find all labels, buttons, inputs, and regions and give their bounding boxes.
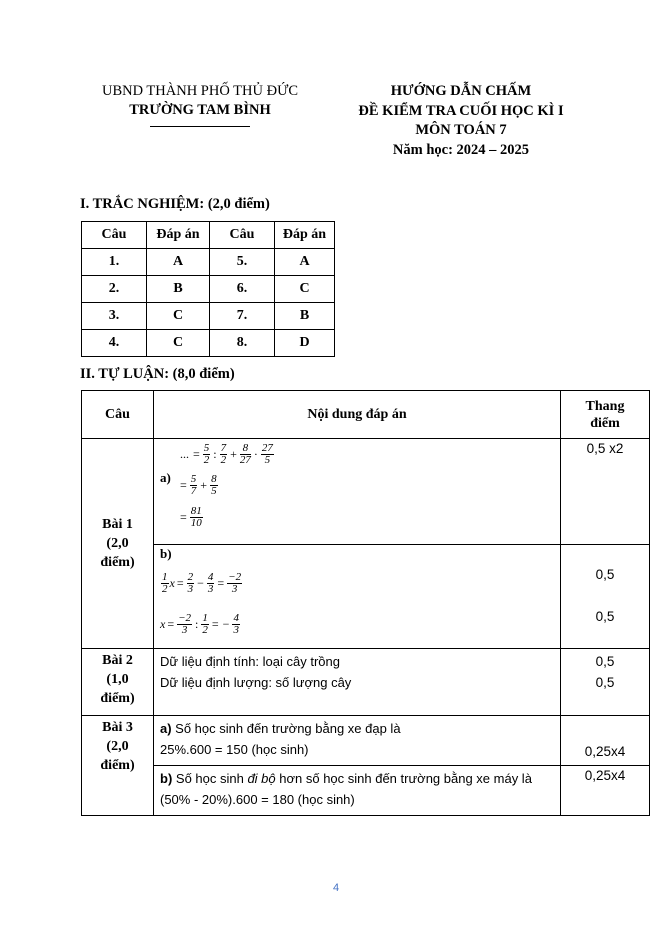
variable-x: x bbox=[169, 575, 175, 590]
header-divider bbox=[150, 126, 250, 127]
numerator: 81 bbox=[190, 504, 202, 517]
bai1-b-content bbox=[154, 545, 561, 649]
bai3-b-text2: hơn số học sinh đến trường bằng xe máy là bbox=[275, 771, 532, 786]
answer: C bbox=[275, 276, 335, 303]
numerator: −2 bbox=[178, 611, 192, 624]
fraction bbox=[227, 572, 242, 595]
bai1-a-label: a) bbox=[160, 470, 171, 485]
answer: B bbox=[275, 303, 335, 330]
header-cau: Câu bbox=[82, 391, 154, 439]
bai3-b-label: b) bbox=[160, 771, 173, 786]
bai1-a-content bbox=[154, 439, 561, 545]
bai3-title: Bài 3 bbox=[102, 720, 133, 735]
math-line bbox=[178, 439, 275, 469]
denominator: 3 bbox=[181, 623, 188, 636]
denominator: 2 bbox=[203, 453, 210, 466]
fraction bbox=[261, 443, 274, 466]
table-row bbox=[82, 766, 650, 816]
bai1-b-score bbox=[561, 545, 650, 649]
header-thang: Thang bbox=[585, 398, 625, 414]
bai3-points-unit: điểm) bbox=[100, 758, 135, 773]
plus-sign: + bbox=[230, 446, 237, 461]
bai3-a-line2: 25%.600 = 150 (học sinh) bbox=[160, 742, 309, 757]
fraction bbox=[187, 572, 195, 595]
equals-sign: = bbox=[180, 477, 187, 492]
minus-sign: − bbox=[197, 575, 204, 590]
bai3-a-line1 bbox=[160, 718, 554, 739]
denominator: 3 bbox=[233, 623, 239, 636]
fraction bbox=[190, 474, 198, 497]
bai2-line2: Dữ liệu định lượng: số lượng cây bbox=[160, 675, 352, 690]
bai1-b-score2: 0,5 bbox=[595, 609, 615, 624]
numerator: 1 bbox=[162, 570, 168, 583]
bai1-a-score: 0,5 x2 bbox=[561, 439, 650, 545]
denominator: 2 bbox=[220, 453, 227, 466]
bai2-label bbox=[82, 649, 154, 716]
fraction bbox=[201, 613, 209, 636]
bai2-score1: 0,5 bbox=[595, 654, 615, 669]
numerator: 2 bbox=[187, 570, 194, 583]
answer: C bbox=[147, 330, 210, 357]
bai3-points: (2,0 bbox=[106, 739, 129, 754]
exam-title: ĐỀ KIỂM TRA CUỐI HỌC KÌ I bbox=[358, 102, 564, 119]
fraction bbox=[177, 613, 192, 636]
fraction bbox=[220, 443, 228, 466]
equals-sign: = bbox=[217, 575, 225, 590]
table-row bbox=[82, 276, 335, 303]
denominator: 7 bbox=[190, 484, 197, 497]
table-row bbox=[82, 249, 335, 276]
question-number: 7. bbox=[210, 303, 275, 330]
table-header-row bbox=[82, 222, 335, 249]
numerator: 4 bbox=[207, 570, 214, 583]
denominator: 3 bbox=[231, 582, 238, 595]
bai3-b-content bbox=[154, 766, 561, 816]
page-number: 4 bbox=[332, 882, 340, 894]
multiple-choice-table bbox=[81, 221, 335, 357]
fraction bbox=[240, 443, 251, 466]
numerator: −2 bbox=[228, 570, 242, 583]
fraction bbox=[161, 572, 169, 595]
dots: ... bbox=[180, 446, 189, 461]
divide-sign: : bbox=[213, 446, 217, 461]
bai3-b-line2: (50% - 20%).600 = 180 (học sinh) bbox=[160, 792, 355, 807]
school-year: Năm học: 2024 – 2025 bbox=[392, 141, 530, 158]
denominator: 5 bbox=[264, 453, 271, 466]
denominator: 2 bbox=[202, 623, 208, 636]
answer: C bbox=[147, 303, 210, 330]
denominator: 5 bbox=[211, 484, 217, 497]
equals-sign: = bbox=[180, 509, 187, 524]
table-row bbox=[82, 330, 335, 357]
table-row bbox=[82, 439, 650, 545]
subject-title: MÔN TOÁN 7 bbox=[415, 122, 507, 138]
bai2-score2: 0,5 bbox=[595, 675, 615, 690]
school-name: TRƯỜNG TAM BÌNH bbox=[129, 102, 271, 118]
multiply-sign: · bbox=[253, 446, 258, 461]
bai3-label bbox=[82, 716, 154, 816]
variable-x: x bbox=[160, 616, 166, 631]
table-row bbox=[82, 649, 650, 716]
numerator: 8 bbox=[240, 443, 251, 455]
bai1-b-score1: 0,5 bbox=[595, 567, 615, 582]
table-row bbox=[82, 545, 650, 649]
numerator: 5 bbox=[203, 441, 210, 454]
bai2-points: (1,0 bbox=[106, 672, 129, 687]
denominator: 2 bbox=[162, 582, 168, 595]
denominator: 10 bbox=[190, 516, 202, 529]
fraction bbox=[232, 613, 240, 636]
numerator: 27 bbox=[261, 441, 273, 454]
bai1-b-math bbox=[160, 563, 554, 645]
header-cell: Câu bbox=[82, 222, 147, 249]
numerator: 7 bbox=[220, 441, 227, 454]
minus-sign: − bbox=[222, 616, 230, 631]
bai3-a-text: Số học sinh đến trường bằng xe đạp là bbox=[171, 721, 401, 736]
denominator: 3 bbox=[187, 582, 194, 595]
question-number: 4. bbox=[82, 330, 147, 357]
fraction bbox=[210, 474, 218, 497]
math-line bbox=[160, 563, 554, 603]
equals-sign: = bbox=[211, 616, 219, 631]
numerator: 1 bbox=[202, 611, 208, 624]
bai3-b-line1 bbox=[160, 768, 554, 789]
section2-title: II. TỰ LUẬN: (8,0 điểm) bbox=[80, 366, 235, 382]
answer: B bbox=[147, 276, 210, 303]
equals-sign: = bbox=[167, 616, 175, 631]
bai2-line1: Dữ liệu định tính: loại cây trồng bbox=[160, 654, 340, 669]
header-diem: điểm bbox=[590, 415, 620, 431]
bai3-a-label: a) bbox=[160, 721, 172, 736]
bai1-points-unit: điểm) bbox=[100, 555, 135, 570]
section1-title: I. TRẮC NGHIỆM: (2,0 điểm) bbox=[80, 196, 270, 212]
bai1-label bbox=[82, 439, 154, 649]
header-cell: Đáp án bbox=[275, 222, 335, 249]
header-cell: Câu bbox=[210, 222, 275, 249]
question-number: 8. bbox=[210, 330, 275, 357]
bai1-a-math bbox=[178, 439, 275, 533]
district-name: UBND THÀNH PHỐ THỦ ĐỨC bbox=[101, 83, 298, 99]
answer: D bbox=[275, 330, 335, 357]
bai1-points: (2,0 bbox=[106, 536, 129, 551]
denominator: 27 bbox=[239, 453, 251, 466]
question-number: 6. bbox=[210, 276, 275, 303]
question-number: 3. bbox=[82, 303, 147, 330]
divide-sign: : bbox=[195, 616, 199, 631]
answer: A bbox=[147, 249, 210, 276]
table-row bbox=[82, 303, 335, 330]
equals-sign: = bbox=[193, 446, 200, 461]
header-left bbox=[80, 82, 320, 127]
numerator: 4 bbox=[233, 611, 239, 624]
plus-sign: + bbox=[200, 477, 208, 492]
bai2-content bbox=[154, 649, 561, 716]
answer: A bbox=[275, 249, 335, 276]
numerator: 5 bbox=[190, 472, 197, 485]
bai2-points-unit: điểm) bbox=[100, 691, 135, 706]
table-row bbox=[82, 716, 650, 766]
math-line bbox=[178, 469, 275, 501]
bai2-title: Bài 2 bbox=[102, 653, 133, 668]
math-line bbox=[160, 603, 554, 645]
bai3-b-text1: Số học sinh bbox=[172, 771, 248, 786]
numerator: 8 bbox=[211, 472, 217, 485]
bai2-score bbox=[561, 649, 650, 716]
bai1-b-label: b) bbox=[160, 546, 172, 561]
header-noidung: Nội dung đáp án bbox=[154, 391, 561, 439]
math-line bbox=[178, 501, 275, 533]
header-right bbox=[330, 82, 592, 160]
header-thang-diem bbox=[561, 391, 650, 439]
fraction bbox=[203, 443, 211, 466]
doc-title: HƯỚNG DẪN CHẤM bbox=[390, 83, 532, 99]
table-header-row bbox=[82, 391, 650, 439]
question-number: 1. bbox=[82, 249, 147, 276]
essay-table bbox=[81, 390, 650, 816]
bai3-a-score: 0,25x4 bbox=[561, 716, 650, 766]
bai1-title: Bài 1 bbox=[102, 517, 133, 532]
bai3-b-score: 0,25x4 bbox=[561, 766, 650, 816]
bai3-a-content bbox=[154, 716, 561, 766]
question-number: 5. bbox=[210, 249, 275, 276]
question-number: 2. bbox=[82, 276, 147, 303]
denominator: 3 bbox=[207, 582, 214, 595]
fraction bbox=[207, 572, 215, 595]
fraction bbox=[190, 506, 203, 529]
equals-sign: = bbox=[176, 575, 184, 590]
header-cell: Đáp án bbox=[147, 222, 210, 249]
bai3-b-italic: đi bộ bbox=[247, 771, 276, 786]
